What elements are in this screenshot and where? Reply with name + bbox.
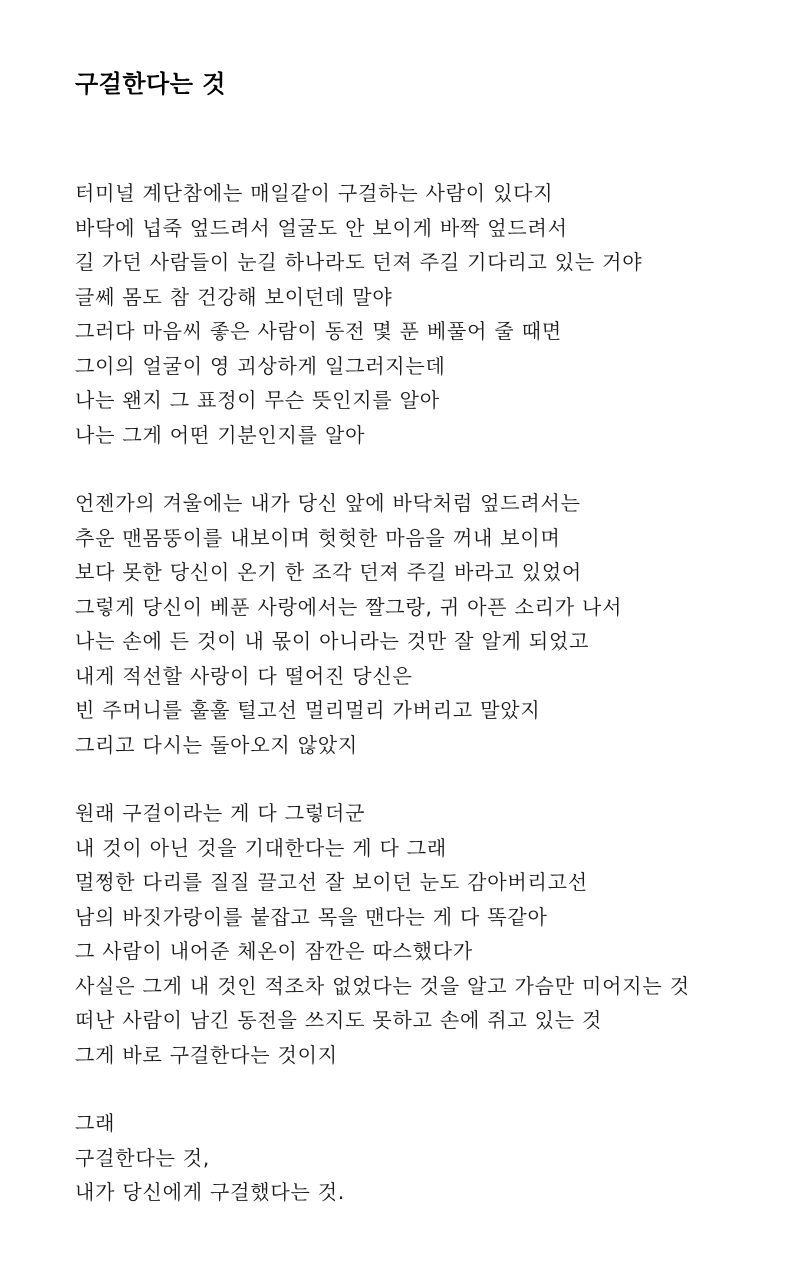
stanza-4 — [75, 1106, 775, 1210]
poem-line: 원래 구걸이라는 게 다 그렇더군 — [75, 801, 366, 825]
poem-line: 길 가던 사람들이 눈길 하나라도 던져 주길 기다리고 있는 거야 — [75, 250, 643, 274]
poem-body — [75, 176, 775, 1244]
poem-line: 바닥에 넙죽 엎드려서 얼굴도 안 보이게 바짝 엎드려서 — [75, 215, 568, 240]
poem-line: 나는 손에 든 것이 내 몫이 아니라는 것만 잘 알게 되었고 — [75, 629, 590, 653]
poem-line: 언젠가의 겨울에는 내가 당신 앞에 바닥처럼 엎드려서는 — [75, 491, 581, 515]
poem-line: 그리고 다시는 돌아오지 않았지 — [75, 732, 359, 757]
poem-line: 그렇게 당신이 베푼 사랑에서는 짤그랑, 귀 아픈 소리가 나서 — [75, 594, 623, 619]
poem-line: 보다 못한 당신이 온기 한 조각 던져 주길 바라고 있었어 — [75, 560, 583, 584]
poem-line: 추운 맨몸뚱이를 내보이며 헛헛한 마음을 꺼내 보이며 — [75, 525, 561, 550]
poem-line: 나는 그게 어떤 기분인지를 알아 — [75, 422, 366, 447]
poem-line: 그게 바로 구걸한다는 것이지 — [75, 1042, 338, 1067]
poem-line: 그러다 마음씨 좋은 사람이 동전 몇 푼 베풀어 줄 때면 — [75, 319, 562, 343]
poem-line: 사실은 그게 내 것인 적조차 없었다는 것을 알고 가슴만 미어지는 것 — [75, 973, 690, 998]
poem-line: 나는 왠지 그 표정이 무슨 뜻인지를 알아 — [75, 388, 440, 412]
stanza-3 — [75, 796, 775, 1072]
poem-line: 떠난 사람이 남긴 동전을 쓰지도 못하고 손에 쥐고 있는 것 — [75, 1008, 603, 1032]
stanza-1 — [75, 176, 775, 452]
poem-line: 그래 — [75, 1111, 116, 1135]
poem-line: 멀쩡한 다리를 질질 끌고선 잘 보이던 눈도 감아버리고선 — [75, 870, 588, 894]
poem-line: 그이의 얼굴이 영 괴상하게 일그러지는데 — [75, 353, 446, 378]
poem-line: 남의 바짓가랑이를 붙잡고 목을 맨다는 게 다 똑같아 — [75, 904, 548, 929]
poem-line: 빈 주머니를 훌훌 털고선 멀리멀리 가버리고 말았지 — [75, 698, 541, 722]
poem-line: 내 것이 아닌 것을 기대한다는 게 다 그래 — [75, 835, 448, 860]
poem-line: 내게 적선할 사랑이 다 떨어진 당신은 — [75, 663, 413, 688]
poem-line: 구걸한다는 것, — [75, 1145, 211, 1170]
poem-line: 그 사람이 내어준 체온이 잠깐은 따스했다가 — [75, 939, 473, 963]
poem-line: 터미널 계단참에는 매일같이 구걸하는 사람이 있다지 — [75, 181, 554, 205]
poem-title: 구걸한다는 것 — [75, 70, 226, 98]
poem-line: 내가 당신에게 구걸했다는 것. — [75, 1180, 346, 1204]
poem-line: 글쎄 몸도 참 건강해 보이던데 말야 — [75, 284, 393, 309]
stanza-2 — [75, 486, 775, 762]
